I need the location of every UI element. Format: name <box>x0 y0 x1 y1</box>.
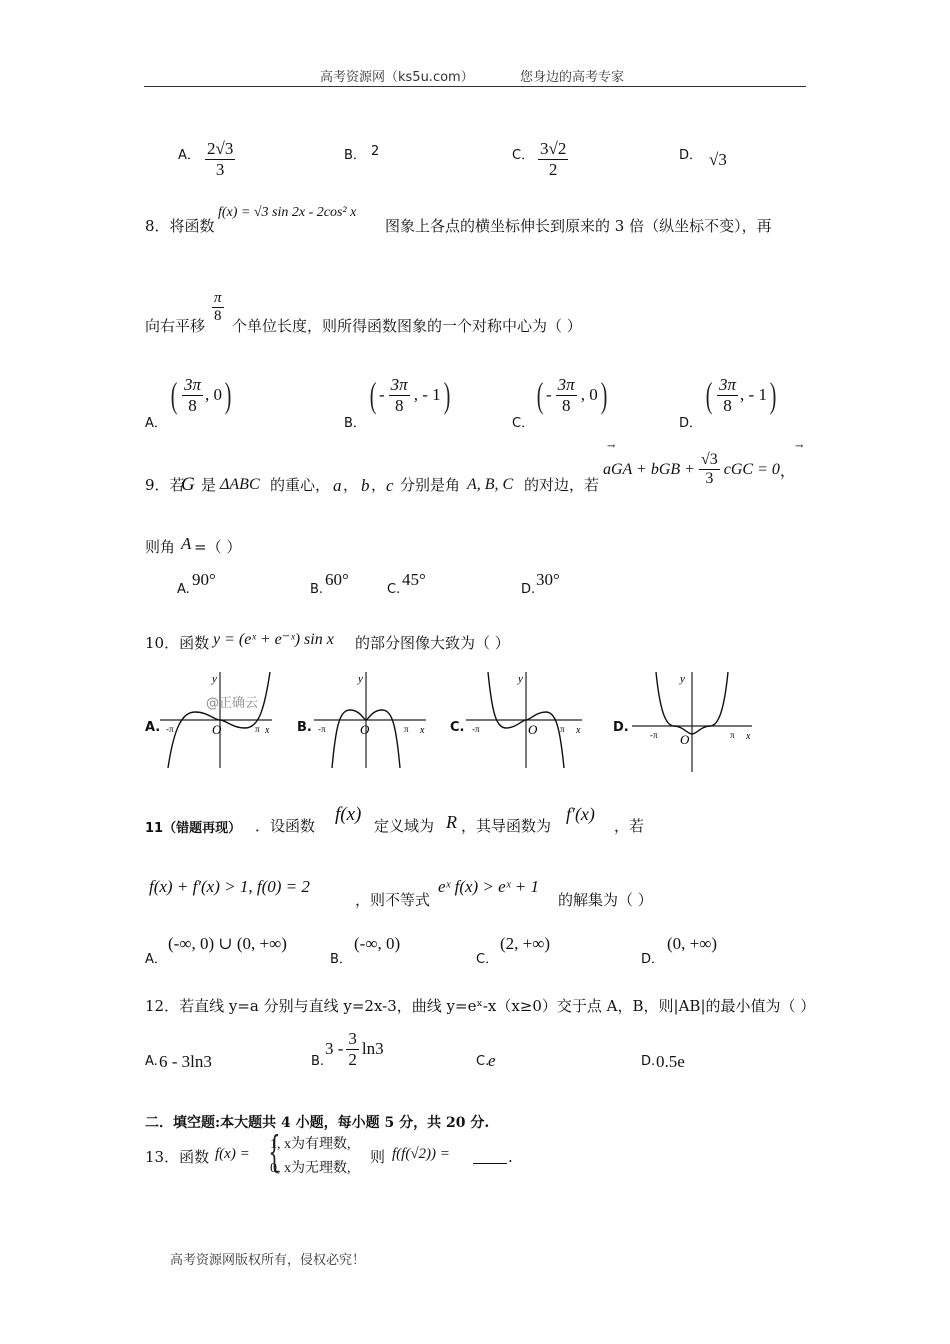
q11-option-c-label: C． <box>476 952 499 967</box>
q12-option-b-label: B. <box>311 1054 325 1069</box>
q9-text2: 分别是角 <box>400 476 461 494</box>
q8-text2a: 向右平移 <box>145 317 206 335</box>
q8-text1: 图象上各点的横坐标伸长到原来的 3 倍（纵坐标不变），再 <box>385 217 772 235</box>
q8-option-a-label: A． <box>145 416 167 431</box>
q11-text4: ，若 <box>614 817 645 835</box>
q12-option-d-value: 0.5e <box>656 1052 685 1071</box>
graph-x-label: x <box>746 731 751 742</box>
q11-option-b-value: (-∞, 0) <box>354 934 401 953</box>
header-site: 高考资源网（ks5u.com） <box>320 70 474 85</box>
q9-option-c-value: 45° <box>402 570 426 589</box>
q9-is: 是 <box>201 476 217 494</box>
q13-brace: { <box>268 1127 281 1176</box>
q11-condition: f(x) + f′(x) > 1, f(0) = 2 <box>149 877 310 896</box>
q10-number: 10．函数 <box>145 634 210 652</box>
q8-option-d-label: D． <box>679 416 703 431</box>
q11-option-a-label: A． <box>145 952 167 967</box>
graph-pos-pi: π <box>730 730 735 740</box>
graph-neg-pi: -π <box>166 724 174 734</box>
q11-R: R <box>446 812 457 832</box>
q9-option-a-value: 90° <box>192 570 216 589</box>
q11-number: 11（错题再现） <box>145 821 242 836</box>
header-slogan: 您身边的高考专家 <box>520 70 625 85</box>
q10-graph-a-label: A. <box>145 720 161 735</box>
q9-option-d-label: D. <box>521 582 536 597</box>
q10-function: y = (eˣ + e⁻ˣ) sin x <box>213 631 334 648</box>
q12-option-c-label: C. <box>476 1054 490 1069</box>
q7-option-a-value: $\frac{2√3}{3}$ <box>207 139 234 179</box>
section-title: 二．填空题:本大题共 4 小题，每小题 5 分，共 20 分. <box>145 1115 490 1131</box>
q9-b: b <box>361 476 370 495</box>
q11-text5: ，则不等式 <box>355 891 431 909</box>
q9-c: c <box>386 476 394 495</box>
graph-x-label: x <box>420 725 425 736</box>
q7-option-c-label: C． <box>512 148 535 163</box>
q10-graph-b-label: B. <box>297 720 312 735</box>
q10-graph-a <box>160 668 275 772</box>
graph-neg-pi: -π <box>318 724 326 734</box>
graph-pos-pi: π <box>404 724 409 734</box>
graph-origin: O <box>360 722 370 737</box>
q13-expression: f(f(√2)) = <box>392 1146 450 1162</box>
q7-option-b-label: B． <box>344 148 366 163</box>
watermark: @正确云 <box>206 696 259 711</box>
graph-y-label: y <box>680 673 685 685</box>
q12-option-a-value: 6 - 3ln3 <box>159 1052 212 1071</box>
graph-x-label: x <box>576 725 581 736</box>
graph-neg-pi: -π <box>472 724 480 734</box>
q11-text6: 的解集为（ ） <box>558 891 653 909</box>
q9-arrow-icon: → <box>607 441 616 452</box>
q10-graph-c-label: C. <box>450 720 465 735</box>
q8-option-d-value: ( $\frac{3\pi}{8}$ , - 1 ) <box>705 375 777 416</box>
q8-option-c-value: ( - $\frac{3\pi}{8}$ , 0 ) <box>536 375 608 416</box>
q9-option-b-label: B. <box>310 582 324 597</box>
q9-A: A <box>181 534 192 553</box>
q7-option-d-value: √3 <box>709 150 727 169</box>
q11-option-b-label: B． <box>330 952 352 967</box>
q9-option-c-label: C. <box>387 582 401 597</box>
q8-function: f(x) = √3 sin 2x - 2cos² x <box>218 205 357 220</box>
q13-case1: 1, x为有理数, <box>270 1137 351 1152</box>
q11-inequality: eˣ f(x) > eˣ + 1 <box>438 877 539 896</box>
q10-graph-b <box>314 668 429 772</box>
graph-x-label: x <box>265 725 270 736</box>
q9-arrow-icon: → <box>795 441 804 452</box>
q9-vector-equation: aGA + bGB + $\frac{√3}{3}$ cGC = 0 ， <box>603 451 796 488</box>
footer: 高考资源网版权所有，侵权必究！ <box>170 1253 366 1268</box>
q8-text2b: 个单位长度，则所得函数图象的一个对称中心为（ ） <box>232 317 582 335</box>
q7-option-d-label: D． <box>679 148 703 163</box>
q8-shift-fraction: $\frac{\pi}{8}$ <box>214 290 222 325</box>
q10-graph-d-label: D. <box>613 720 629 735</box>
q11-option-d-label: D． <box>641 952 665 967</box>
graph-y-label: y <box>212 673 217 685</box>
q13-answer-blank <box>473 1151 507 1164</box>
graph-y-label: y <box>518 673 523 685</box>
q8-option-b-label: B． <box>344 416 366 431</box>
q12-option-c-value: e <box>488 1051 496 1070</box>
q11-text2: 定义域为 <box>374 817 435 835</box>
graph-origin: O <box>680 732 690 747</box>
q8-option-b-value: ( - $\frac{3\pi}{8}$ , - 1 ) <box>369 375 450 416</box>
q9-line2b: =（ ） <box>194 538 242 556</box>
q9-text1: 的重心， <box>270 476 331 494</box>
graph-y-label: y <box>358 673 363 685</box>
q8-option-c-label: C． <box>512 416 535 431</box>
q7-option-c-value: $\frac{3√2}{2}$ <box>540 139 567 179</box>
q9-line2a: 则角 <box>145 538 176 556</box>
q13-end: . <box>508 1148 513 1166</box>
q8-option-a-value: ( $\frac{3\pi}{8}$ , 0 ) <box>170 375 232 416</box>
q8-number: 8．将函数 <box>145 217 215 235</box>
q11-text1: ．设函数 <box>255 817 316 835</box>
q9-text3: 的对边，若 <box>524 476 600 494</box>
q11-fx: f(x) <box>335 804 362 825</box>
q9-number: 9．若 <box>145 476 185 494</box>
q11-option-c-value: (2, +∞) <box>500 934 551 953</box>
q7-option-a-label: A． <box>178 148 200 163</box>
q10-graph-d <box>632 668 757 772</box>
header-rule <box>144 86 806 87</box>
q11-option-d-value: (0, +∞) <box>667 934 718 953</box>
graph-origin: O <box>528 722 538 737</box>
graph-neg-pi: -π <box>650 730 658 740</box>
q12-option-d-label: D. <box>641 1054 656 1069</box>
graph-origin: O <box>212 722 222 737</box>
q13-then: 则 <box>370 1148 386 1166</box>
q9-triangle: ΔABC <box>220 476 260 493</box>
graph-pos-pi: π <box>255 724 260 734</box>
q13-number: 13．函数 <box>145 1148 210 1166</box>
q11-fpx: f′(x) <box>566 804 595 824</box>
q13-case2: 0, x为无理数, <box>270 1161 351 1176</box>
q9-option-d-value: 30° <box>536 570 560 589</box>
q9-G: G <box>181 474 195 495</box>
graph-pos-pi: π <box>560 724 565 734</box>
q9-a: a <box>333 476 342 495</box>
q13-fx: f(x) = <box>215 1146 250 1162</box>
q9-option-a-label: A. <box>177 582 190 597</box>
q9-option-b-value: 60° <box>325 570 349 589</box>
q10-text: 的部分图像大致为（ ） <box>355 634 510 652</box>
q10-graph-c <box>466 668 586 772</box>
q7-option-b-value: 2 <box>371 144 380 159</box>
q12-option-a-label: A. <box>145 1054 158 1069</box>
q11-option-a-value: (-∞, 0) ∪ (0, +∞) <box>168 934 287 953</box>
q11-text3: ，其导函数为 <box>461 817 552 835</box>
q12-text: 12．若直线 y=a 分别与直线 y=2x-3，曲线 y=eˣ-x（x≥0）交于点 A，B，则|AB|的最小值为（ ） <box>145 997 816 1015</box>
q12-option-b-value: 3 - $\frac{3}{2}$ ln3 <box>325 1029 384 1069</box>
q9-angles: A, B, C <box>467 476 514 493</box>
